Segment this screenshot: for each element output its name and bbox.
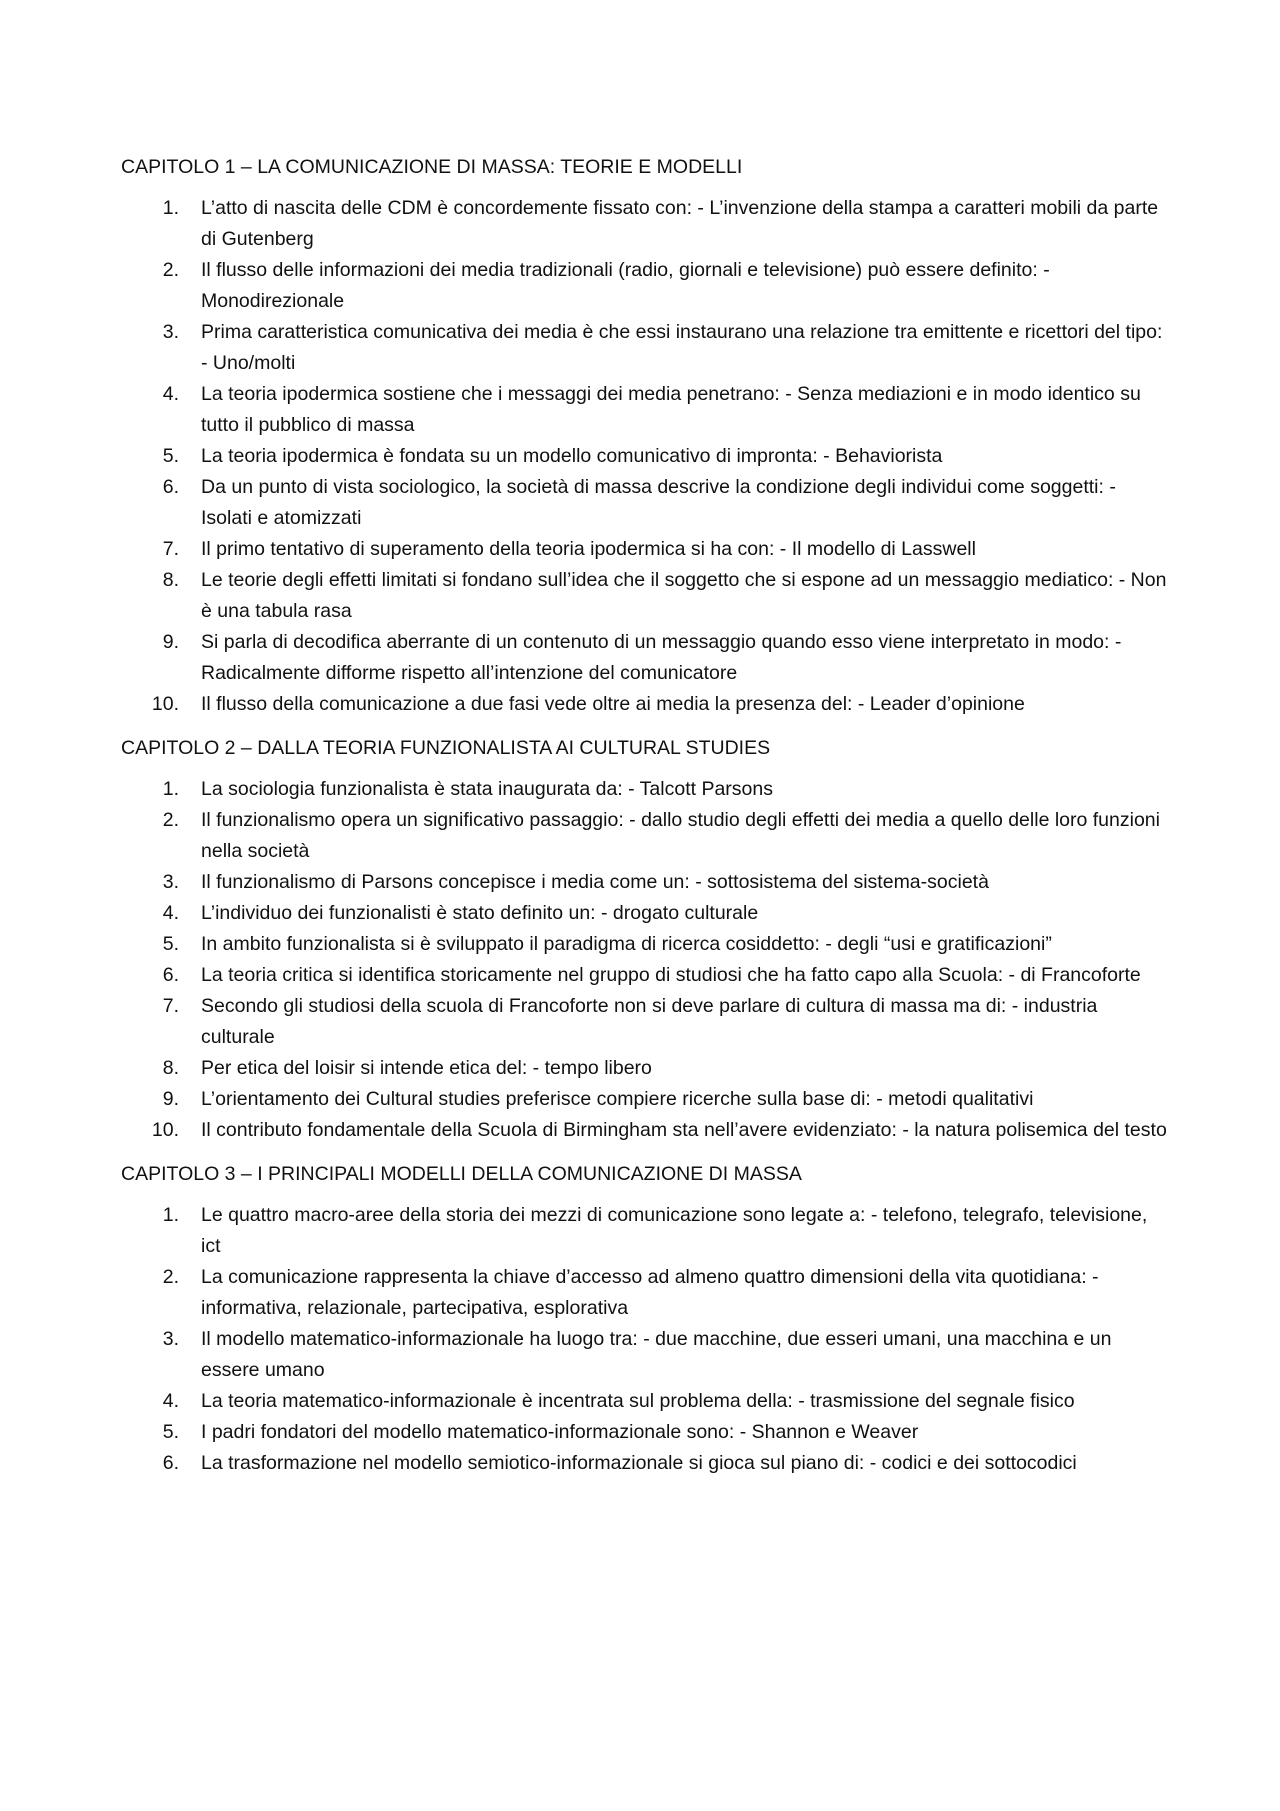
chapter-title: CAPITOLO 1 – LA COMUNICAZIONE DI MASSA: TEORIE E MODELLI (121, 156, 743, 178)
item-number: 4. (162, 383, 179, 405)
item-text: L’individuo dei funzionalisti è stato definito un: - drogato culturale (201, 902, 759, 924)
document-page (121, 152, 1171, 1492)
list-item (121, 565, 1171, 627)
question-list (121, 774, 1171, 1146)
item-number: 3. (162, 1328, 179, 1350)
question-list (121, 193, 1171, 720)
list-item (121, 1084, 1171, 1115)
item-number: 10. (151, 1119, 179, 1141)
list-item (121, 379, 1171, 441)
item-number: 8. (162, 1057, 179, 1079)
list-item (121, 805, 1171, 867)
item-text: Il primo tentativo di superamento della teoria ipodermica si ha con: - Il modello di Lasswell (201, 538, 976, 560)
item-number: 7. (162, 995, 179, 1017)
item-number: 6. (162, 964, 179, 986)
item-text: I padri fondatori del modello matematico-informazionale sono: - Shannon e Weaver (201, 1421, 919, 1443)
list-item (121, 534, 1171, 565)
list-item (121, 898, 1171, 929)
item-text: La teoria critica si identifica storicamente nel gruppo di studiosi che ha fatto capo alla Scuola: - di Francoforte (201, 964, 1141, 986)
item-number: 10. (151, 693, 179, 715)
item-text: L’orientamento dei Cultural studies preferisce compiere ricerche sulla base di: - metodi qualitativi (201, 1088, 1034, 1110)
item-number: 3. (162, 321, 179, 343)
item-text: Il modello matematico-informazionale ha luogo tra: - due macchine, due esseri umani, una macchina e un essere umano (201, 1328, 1112, 1381)
list-item (121, 1324, 1171, 1386)
list-item (121, 193, 1171, 255)
item-text: In ambito funzionalista si è sviluppato il paradigma di ricerca cosiddetto: - degli “usi e gratificazioni” (201, 933, 1052, 955)
item-text: La teoria ipodermica sostiene che i messaggi dei media penetrano: - Senza mediazioni e in modo identico su tutto il pubblico di massa (201, 383, 1141, 436)
list-item (121, 929, 1171, 960)
list-item (121, 1386, 1171, 1417)
item-text: La comunicazione rappresenta la chiave d’accesso ad almeno quattro dimensioni della vita quotidiana: - informativa, relazionale, partecipativa, esplorativa (201, 1266, 1099, 1319)
chapter-title: CAPITOLO 2 – DALLA TEORIA FUNZIONALISTA AI CULTURAL STUDIES (121, 737, 771, 759)
item-number: 8. (162, 569, 179, 591)
item-text: Prima caratteristica comunicativa dei media è che essi instaurano una relazione tra emittente e ricettori del tipo: - Uno/molti (201, 321, 1163, 374)
item-text: La teoria matematico-informazionale è incentrata sul problema della: - trasmissione del segnale fisico (201, 1390, 1075, 1412)
item-number: 5. (162, 1421, 179, 1443)
list-item (121, 774, 1171, 805)
item-text: Le teorie degli effetti limitati si fondano sull’idea che il soggetto che si espone ad un messaggio mediatico: - Non è una tabula rasa (201, 569, 1167, 622)
item-number: 3. (162, 871, 179, 893)
item-text: Il funzionalismo di Parsons concepisce i media come un: - sottosistema del sistema-società (201, 871, 989, 893)
chapter-1 (121, 152, 1171, 720)
item-number: 1. (162, 778, 179, 800)
item-text: La teoria ipodermica è fondata su un modello comunicativo di impronta: - Behaviorista (201, 445, 943, 467)
list-item (121, 472, 1171, 534)
list-item (121, 867, 1171, 898)
item-number: 2. (162, 259, 179, 281)
list-item (121, 441, 1171, 472)
item-text: Si parla di decodifica aberrante di un contenuto di un messaggio quando esso viene interpretato in modo: - Radicalmente difforme rispetto all’intenzione del comunicatore (201, 631, 1122, 684)
list-item (121, 1448, 1171, 1479)
item-number: 1. (162, 1204, 179, 1226)
item-number: 4. (162, 902, 179, 924)
item-text: La sociologia funzionalista è stata inaugurata da: - Talcott Parsons (201, 778, 773, 800)
item-text: Da un punto di vista sociologico, la società di massa descrive la condizione degli individui come soggetti: - Isolati e atomizzati (201, 476, 1116, 529)
item-text: La trasformazione nel modello semiotico-informazionale si gioca sul piano di: - codici e dei sottocodici (201, 1452, 1077, 1474)
chapter-2 (121, 733, 1171, 1146)
item-text: Il flusso della comunicazione a due fasi vede oltre ai media la presenza del: - Leader d’opinione (201, 693, 1025, 715)
item-number: 1. (162, 197, 179, 219)
list-item (121, 627, 1171, 689)
list-item (121, 991, 1171, 1053)
chapter-title: CAPITOLO 3 – I PRINCIPALI MODELLI DELLA COMUNICAZIONE DI MASSA (121, 1163, 802, 1185)
item-number: 5. (162, 933, 179, 955)
item-text: Per etica del loisir si intende etica del: - tempo libero (201, 1057, 652, 1079)
item-number: 5. (162, 445, 179, 467)
list-item (121, 960, 1171, 991)
item-number: 4. (162, 1390, 179, 1412)
item-number: 2. (162, 809, 179, 831)
list-item (121, 1200, 1171, 1262)
item-number: 6. (162, 476, 179, 498)
chapter-3 (121, 1159, 1171, 1479)
list-item (121, 689, 1171, 720)
item-number: 2. (162, 1266, 179, 1288)
item-text: Le quattro macro-aree della storia dei mezzi di comunicazione sono legate a: - telefono, telegrafo, televisione, ict (201, 1204, 1148, 1257)
list-item (121, 1262, 1171, 1324)
list-item (121, 1053, 1171, 1084)
item-text: Il contributo fondamentale della Scuola di Birmingham sta nell’avere evidenziato: - la natura polisemica del testo (201, 1119, 1167, 1141)
item-text: Il funzionalismo opera un significativo passaggio: - dallo studio degli effetti dei media a quello delle loro funzioni nella società (201, 809, 1160, 862)
item-number: 6. (162, 1452, 179, 1474)
item-text: Il flusso delle informazioni dei media tradizionali (radio, giornali e televisione) può essere definito: - Monodirezionale (201, 259, 1050, 312)
question-list (121, 1200, 1171, 1479)
item-number: 9. (162, 631, 179, 653)
item-text: Secondo gli studiosi della scuola di Francoforte non si deve parlare di cultura di massa ma di: - industria culturale (201, 995, 1098, 1048)
item-number: 9. (162, 1088, 179, 1110)
list-item (121, 317, 1171, 379)
list-item (121, 255, 1171, 317)
item-text: L’atto di nascita delle CDM è concordemente fissato con: - L’invenzione della stampa a caratteri mobili da parte di Gutenberg (201, 197, 1159, 250)
list-item (121, 1417, 1171, 1448)
item-number: 7. (162, 538, 179, 560)
list-item (121, 1115, 1171, 1146)
